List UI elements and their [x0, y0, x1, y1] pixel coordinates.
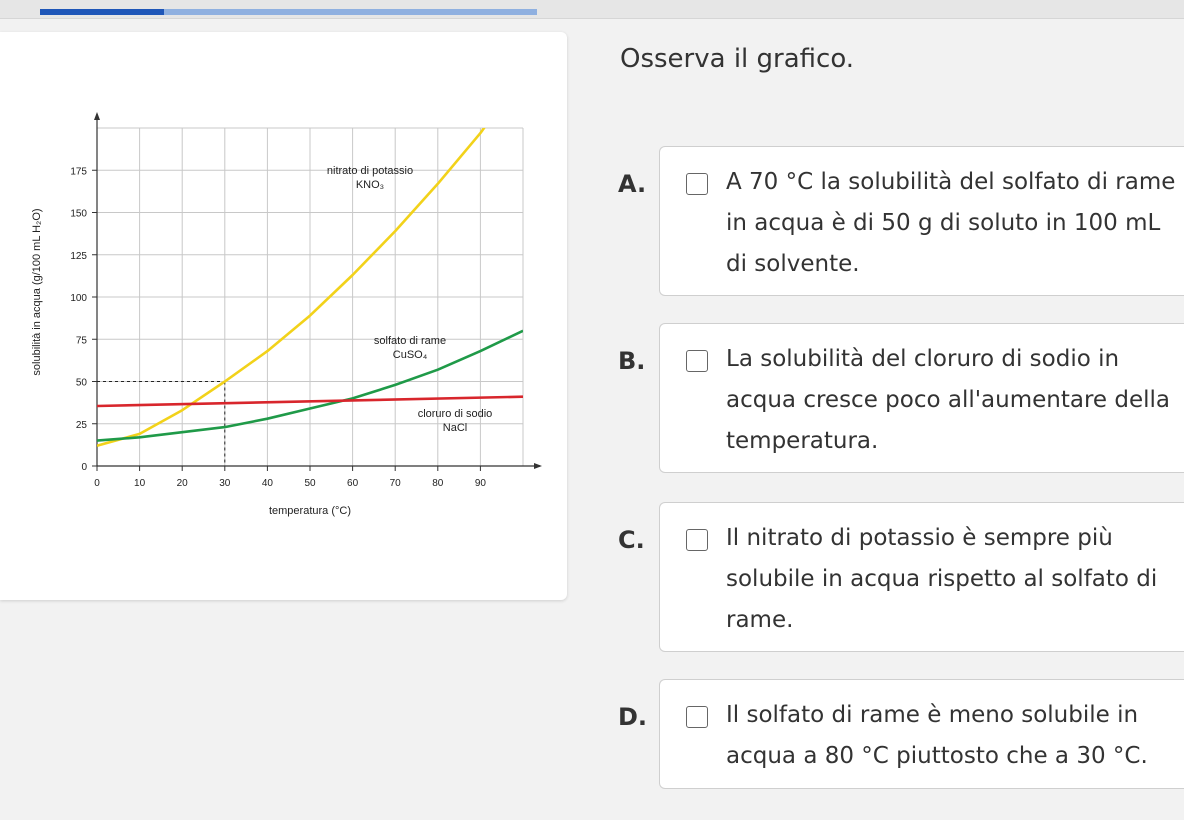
y-tick-label: 50 — [75, 377, 87, 389]
question-prompt: Osserva il grafico. — [620, 44, 855, 74]
option-c-checkbox[interactable] — [686, 529, 708, 551]
series-label-formula: KNO₃ — [355, 179, 385, 191]
option-a-checkbox[interactable] — [686, 173, 708, 195]
x-tick-label: 0 — [94, 478, 100, 489]
series-label-formula: CuSO₄ — [392, 349, 428, 361]
option-d-box[interactable] — [659, 679, 1184, 789]
x-axis-arrow — [534, 463, 542, 469]
solubility-chart — [0, 32, 567, 600]
option-c-text: Il nitrato di potassio è sempre più solubile in acqua rispetto al solfato di rame. — [726, 525, 1158, 633]
y-axis-arrow — [94, 112, 100, 120]
y-tick-label: 150 — [70, 208, 87, 220]
option-a-letter: A. — [618, 170, 647, 198]
option-b-box[interactable] — [659, 323, 1184, 473]
y-axis-label: solubilità in acqua (g/100 mL H₂O) — [31, 208, 43, 376]
progress-bar-fill — [40, 9, 164, 15]
x-tick-label: 20 — [176, 478, 188, 489]
y-tick-label: 75 — [75, 335, 87, 347]
y-tick-label: 175 — [70, 166, 87, 178]
option-d-text: Il solfato di rame è meno solubile in acqua a 80 °C piuttosto che a 30 °C. — [726, 702, 1148, 769]
option-b-letter: B. — [618, 347, 646, 375]
x-tick-label: 60 — [347, 478, 359, 489]
series-label-name: nitrato di potassio — [326, 165, 414, 177]
option-c-letter: C. — [618, 526, 645, 554]
x-tick-label: 30 — [219, 478, 231, 489]
y-tick-label: 0 — [81, 462, 87, 473]
x-tick-label: 10 — [134, 478, 146, 489]
series-label-formula: NaCl — [442, 422, 468, 434]
option-d-checkbox[interactable] — [686, 706, 708, 728]
y-tick-label: 25 — [75, 419, 87, 431]
y-tick-label: 125 — [70, 250, 87, 262]
x-tick-label: 80 — [432, 478, 444, 489]
series-label-name: cloruro di sodio — [417, 408, 493, 420]
progress-bar — [40, 9, 537, 15]
chart-card — [0, 32, 567, 600]
option-b-checkbox[interactable] — [686, 350, 708, 372]
option-a-box[interactable] — [659, 146, 1184, 296]
series-label-name: solfato di rame — [373, 335, 447, 347]
x-tick-label: 90 — [474, 478, 486, 489]
option-d-letter: D. — [618, 703, 648, 731]
y-tick-label: 100 — [70, 293, 87, 304]
option-c-box[interactable] — [659, 502, 1184, 652]
top-bar — [0, 0, 1184, 19]
option-b-text: La solubilità del cloruro di sodio in acqua cresce poco all'aumentare della temperatura. — [726, 346, 1171, 454]
x-tick-label: 40 — [261, 478, 273, 489]
x-tick-label: 70 — [389, 478, 401, 489]
x-tick-label: 50 — [304, 478, 316, 489]
option-a-text: A 70 °C la solubilità del solfato di rame in acqua è di 50 g di soluto in 100 mL di solvente. — [726, 169, 1176, 277]
x-axis-label: temperatura (°C) — [268, 505, 352, 517]
